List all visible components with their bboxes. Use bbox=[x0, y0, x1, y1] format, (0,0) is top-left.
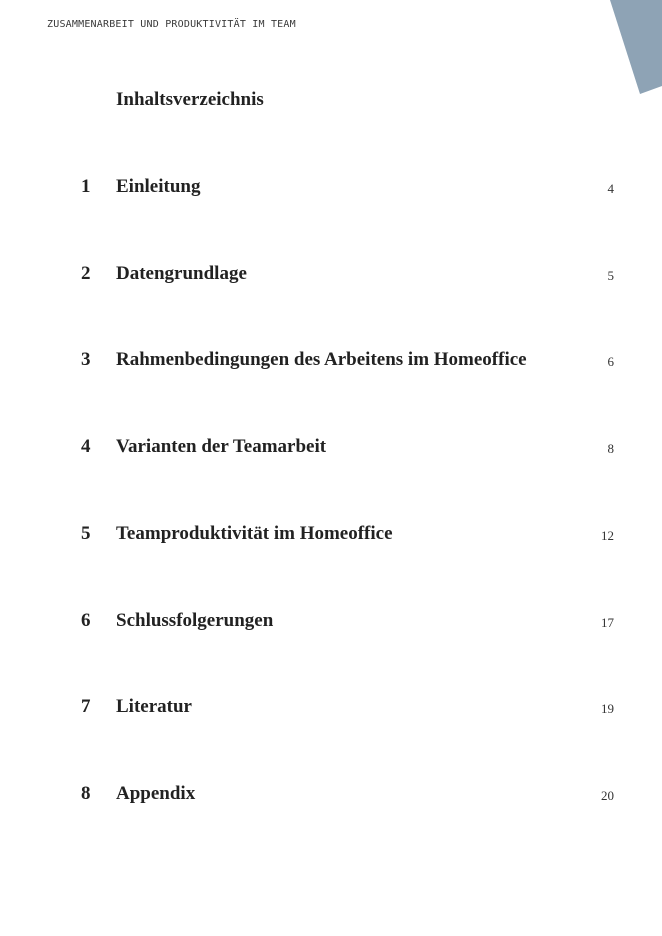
toc-entry-title[interactable]: Appendix bbox=[116, 783, 196, 804]
toc-entry-page: 4 bbox=[607, 181, 614, 196]
toc-entry-number: 5 bbox=[81, 523, 91, 544]
toc-entry[interactable] bbox=[0, 436, 662, 462]
toc-entry-title[interactable]: Rahmenbedingungen des Arbeitens im Homeoffice bbox=[116, 349, 527, 370]
toc-entry-page: 20 bbox=[601, 788, 614, 803]
toc-entry-number: 8 bbox=[81, 783, 91, 804]
toc-entry-page: 8 bbox=[607, 441, 614, 456]
toc-entry-title[interactable]: Teamproduktivität im Homeoffice bbox=[116, 523, 393, 544]
toc-entry-title[interactable]: Varianten der Teamarbeit bbox=[116, 436, 327, 457]
toc-entry-title[interactable]: Schlussfolgerungen bbox=[116, 610, 274, 631]
toc-entry-number: 3 bbox=[81, 349, 91, 370]
toc-entry-title[interactable]: Literatur bbox=[116, 696, 192, 717]
toc-entry[interactable] bbox=[0, 523, 662, 549]
toc-entry-page: 12 bbox=[601, 528, 614, 543]
running-header: ZUSAMMENARBEIT UND PRODUKTIVITÄT IM TEAM bbox=[47, 19, 296, 30]
toc-entry-number: 2 bbox=[81, 263, 91, 284]
toc-entry-number: 7 bbox=[81, 696, 91, 717]
toc-entry-title[interactable]: Einleitung bbox=[116, 176, 201, 197]
toc-entry-page: 19 bbox=[601, 701, 614, 716]
toc-entry-title[interactable]: Datengrundlage bbox=[116, 263, 247, 284]
toc-entry-page: 17 bbox=[601, 615, 614, 630]
toc-entry[interactable] bbox=[0, 349, 662, 375]
toc-entry[interactable] bbox=[0, 263, 662, 289]
toc-entry-page: 6 bbox=[607, 354, 614, 369]
toc-entry[interactable] bbox=[0, 176, 662, 202]
corner-accent-shape bbox=[608, 0, 662, 94]
toc-entry-number: 4 bbox=[81, 436, 91, 457]
toc-entry-number: 6 bbox=[81, 610, 91, 631]
toc-heading: Inhaltsverzeichnis bbox=[116, 89, 264, 110]
toc-entry[interactable] bbox=[0, 696, 662, 722]
toc-entry[interactable] bbox=[0, 783, 662, 809]
toc-entry-page: 5 bbox=[607, 268, 614, 283]
toc-entry[interactable] bbox=[0, 610, 662, 636]
toc-entry-number: 1 bbox=[81, 176, 91, 197]
corner-accent-polygon bbox=[610, 0, 662, 94]
